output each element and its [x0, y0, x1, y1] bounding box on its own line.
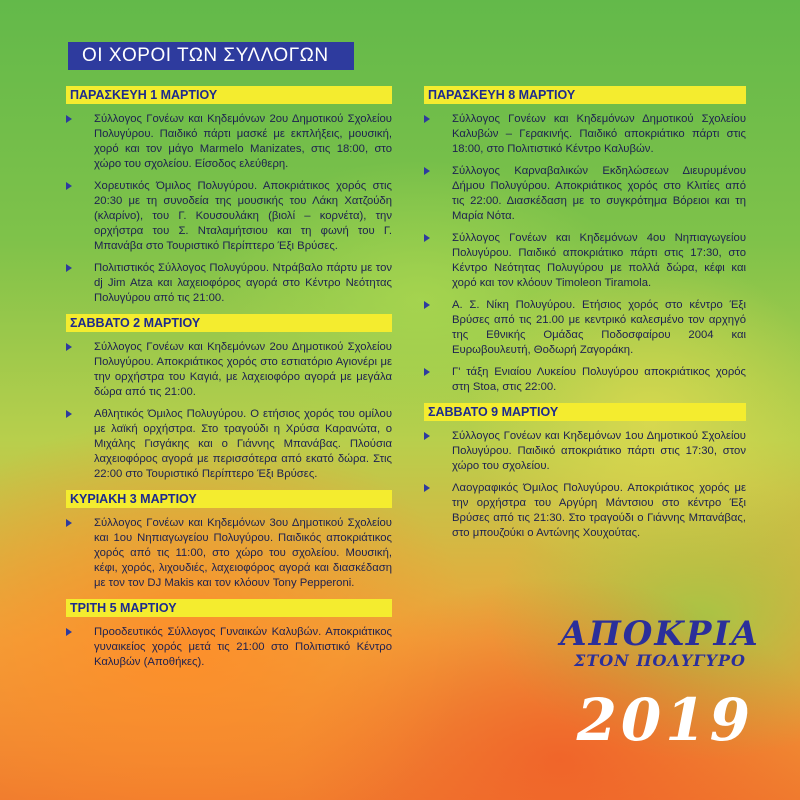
title-block — [560, 616, 760, 670]
day-heading: ΠΑΡΑΣΚΕΥΗ 8 ΜΑΡΤΙΟΥ — [424, 86, 746, 104]
day-section — [66, 86, 392, 306]
event-text: Αθλητικός Όμιλος Πολυγύρου. Ο ετήσιος χορός του ομίλου με λαϊκή ορχήστρα. Στο τραγούδι η Χρύσα Καρανώτα, ο Μιχάλης Γισγάκης και ο Γιάννης Μπανάβας. Πλούσια λαχειοφόρος αγορά με περισσότερα από εκατό δώρα. Στις 22:00 στο Τουριστικό Περίπτερο Έξι Βρύσες. — [94, 408, 392, 480]
event-item — [424, 231, 746, 291]
day-heading: ΣΑΒΒΑΤΟ 9 ΜΑΡΤΙΟΥ — [424, 403, 746, 421]
event-text: Χορευτικός Όμιλος Πολυγύρου. Αποκριάτικος χορός στις 20:30 με τη συνοδεία της μουσικής του Λάκη Χατζούδη (κλαρίνο), του Γ. Κουσουλάκη (βιολί – κορνέτα), την ορχήστρα του Σ. Νταλαμήτσιου και τη φωνή του Γ. Μπανάβα στο Τουριστικό Περίπτερο Έξι Βρύσες. — [94, 180, 392, 252]
event-item — [66, 625, 392, 670]
event-item — [424, 298, 746, 358]
right-column — [424, 86, 746, 549]
event-item — [424, 481, 746, 541]
event-item — [66, 340, 392, 400]
day-heading: ΠΑΡΑΣΚΕΥΗ 1 ΜΑΡΤΙΟΥ — [66, 86, 392, 104]
bullet-arrow-icon — [424, 234, 430, 242]
day-heading: ΤΡΙΤΗ 5 ΜΑΡΤΙΟΥ — [66, 599, 392, 617]
bullet-arrow-icon — [66, 264, 72, 272]
event-text: Σύλλογος Γονέων και Κηδεμόνων 2ου Δημοτικού Σχολείου Πολυγύρου. Αποκριάτικος χορός στο εστιατόριο Αγιονέρι με την ορχήστρα του Καγιά, με λαχειοφόρο αγορά με μεγάλα δώρα από τις 21:00. — [94, 341, 392, 398]
event-item — [424, 164, 746, 224]
event-text: Σύλλογος Καρναβαλικών Εκδηλώσεων Διευρυμένου Δήμου Πολυγύρου. Αποκριάτικος χορός στο Κλιτίες από τις 22:00. Διασκέδαση με το συγκρότημα Βόρειοι και τη Μαρία Νότα. — [452, 165, 746, 222]
bullet-arrow-icon — [66, 410, 72, 418]
event-text: Λαογραφικός Όμιλος Πολυγύρου. Αποκριάτικος χορός με την ορχήστρα του Αργύρη Μάντσιου στο κέντρο Έξι Βρύσες από τις 21:30. Στο τραγούδι ο Γιάννης Μπανάβας, στο μπουζούκι ο Αντώνης Χουχούτας. — [452, 482, 746, 539]
day-heading: ΚΥΡΙΑΚΗ 3 ΜΑΡΤΙΟΥ — [66, 490, 392, 508]
bullet-arrow-icon — [424, 432, 430, 440]
bullet-arrow-icon — [66, 115, 72, 123]
event-item — [66, 261, 392, 306]
year-label: 2019 — [576, 686, 754, 754]
event-text: Σύλλογος Γονέων και Κηδεμόνων 2ου Δημοτικού Σχολείου Πολυγύρου. Παιδικό πάρτι μασκέ με εκπλήξεις, μουσική, χορό και τον μάγο Marmelo Manizates, στις 18:00, στο χώρο του σχολείου. Είσοδος ελεύθερη. — [94, 113, 392, 170]
bullet-arrow-icon — [66, 182, 72, 190]
event-text: Σύλλογος Γονέων και Κηδεμόνων 3ου Δημοτικού Σχολείου και 1ου Νηπιαγωγείου Πολυγύρου. Παιδικός αποκριάτικος χορός από τις 11:00, στο χώρο του σχολείου. Μουσική, κέφι, χορός, λιχουδιές, λαχειοφόρος αγορά και διασκέδαση με τον τον DJ Makis και τον κλόουν Tony Pepperoni. — [94, 517, 392, 589]
bullet-arrow-icon — [66, 628, 72, 636]
event-text: Α. Σ. Νίκη Πολυγύρου. Ετήσιος χορός στο κέντρο Έξι Βρύσες από τις 21.00 με κεντρικό καλεσμένο τον αρχηγό της Εθνικής Ομάδας Ποδοσφαίρου 2004 και Ευρωβουλευτή, Θοδωρή Ζαγοράκη. — [452, 299, 746, 356]
bullet-arrow-icon — [424, 484, 430, 492]
event-text: Σύλλογος Γονέων και Κηδεμόνων 4ου Νηπιαγωγείου Πολυγύρου. Παιδικό αποκριάτικο πάρτι στις 17:30, στο Κέντρο Νεότητας Πολυγύρου με πολλά δώρα, κέφι και χορό και τον κλόουν Timoleon Tiramola. — [452, 232, 746, 289]
left-column — [66, 86, 392, 678]
event-item — [424, 429, 746, 474]
event-item — [66, 407, 392, 482]
page-title: ΟΙ ΧΟΡΟΙ ΤΩΝ ΣΥΛΛΟΓΩΝ — [68, 42, 354, 70]
bullet-arrow-icon — [66, 343, 72, 351]
event-item — [424, 112, 746, 157]
event-text: Σύλλογος Γονέων και Κηδεμόνων 1ου Δημοτικού Σχολείου Πολυγύρου. Παιδικό αποκριάτικο πάρτι στις 17:30, στον χώρο του σχολείου. — [452, 430, 746, 472]
day-section — [66, 599, 392, 670]
event-text: Πολιτιστικός Σύλλογος Πολυγύρου. Ντράβαλο πάρτυ με τον dj Jim Atza και λαχειοφόρος αγορά στο Κέντρο Νεότητας Πολυγύρου από τις 21:00. — [94, 262, 392, 304]
event-item — [66, 516, 392, 591]
day-section — [424, 86, 746, 395]
event-text: Προοδευτικός Σύλλογος Γυναικών Καλυβών. Αποκριάτικος γυναικείος χορός μετά τις 21:00 στο Πολιτιστικό Κέντρο Καλυβών (Αποθήκες). — [94, 626, 392, 668]
bullet-arrow-icon — [66, 519, 72, 527]
event-item — [66, 179, 392, 254]
event-item — [424, 365, 746, 395]
day-section — [66, 314, 392, 482]
bullet-arrow-icon — [424, 368, 430, 376]
event-text: Γ' τάξη Ενιαίου Λυκείου Πολυγύρου αποκριάτικος χορός στη Stoa, στις 22:00. — [452, 366, 746, 393]
bullet-arrow-icon — [424, 301, 430, 309]
title-line-2: ΣΤΟΝ ΠΟΛΥΓΥΡΟ — [574, 651, 746, 670]
day-heading: ΣΑΒΒΑΤΟ 2 ΜΑΡΤΙΟΥ — [66, 314, 392, 332]
title-line-1: ΑΠΟΚΡΙΑ — [560, 614, 760, 654]
day-section — [424, 403, 746, 541]
event-item — [66, 112, 392, 172]
bullet-arrow-icon — [424, 167, 430, 175]
event-text: Σύλλογος Γονέων και Κηδεμόνων Δημοτικού Σχολείου Καλυβών – Γερακινής. Παιδικό αποκριάτικο πάρτι στις 18:00, στο Πολιτιστικό Κέντρο Καλυβών. — [452, 113, 746, 155]
day-section — [66, 490, 392, 591]
bullet-arrow-icon — [424, 115, 430, 123]
